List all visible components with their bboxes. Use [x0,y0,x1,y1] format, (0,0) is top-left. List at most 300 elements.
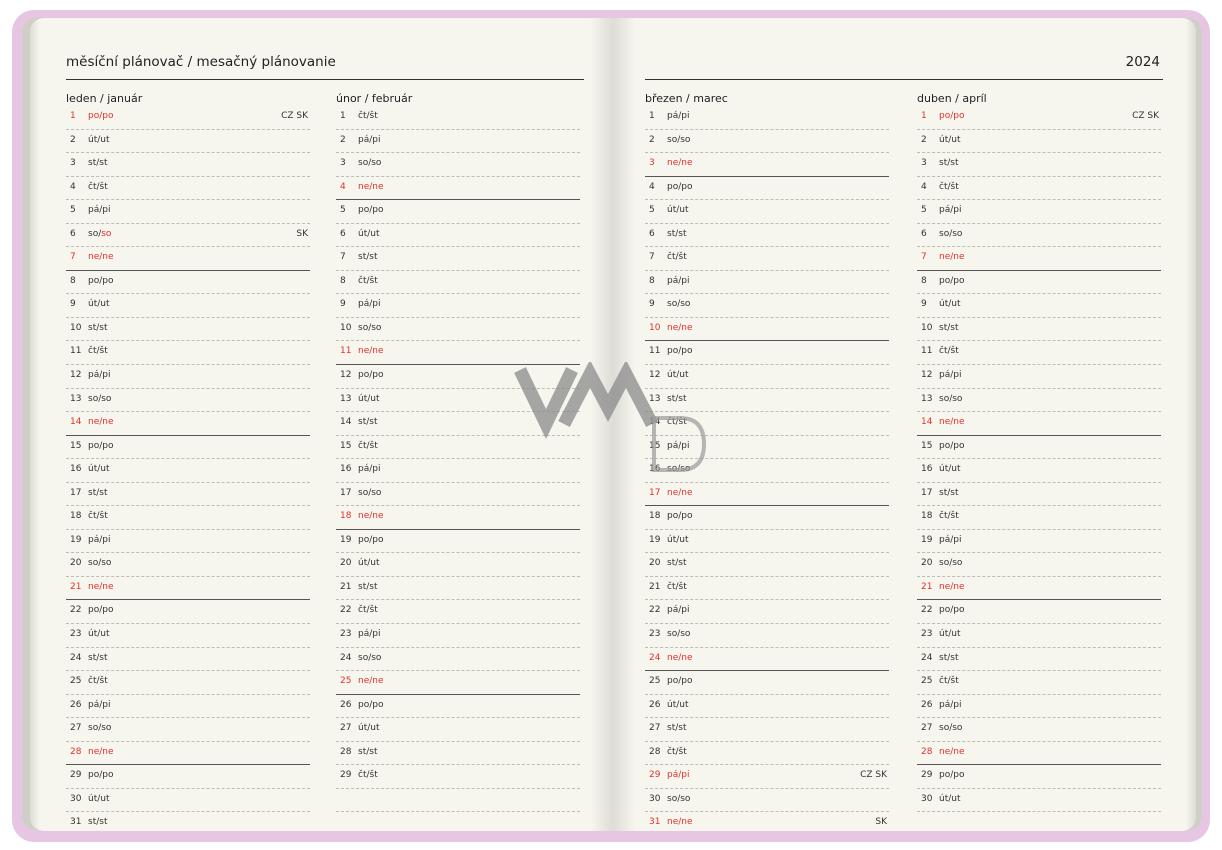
day-number: 6 [340,228,346,239]
day-row [645,553,889,577]
weekday-name [358,605,378,615]
weekday-abbrev: st/st [358,746,378,757]
day-number: 30 [921,793,933,804]
weekday-name [358,464,380,474]
weekday-abbrev: čt/št [667,417,687,428]
day-row [917,177,1161,201]
day-number: 11 [649,346,661,357]
weekday-name [939,135,961,145]
day-number: 21 [340,581,352,592]
weekday-name [939,346,959,356]
weekday-abbrev: út/ut [667,205,689,216]
weekday-abbrev: čt/št [88,181,108,192]
weekday-name [88,653,107,663]
day-number: 16 [649,464,661,475]
weekday-name [667,629,690,639]
day-row [66,153,310,177]
day-row [66,695,310,719]
day-row [645,577,889,601]
day-number: 16 [340,464,352,475]
day-row [66,742,310,766]
day-row [645,789,889,813]
day-row [336,812,580,831]
weekday-name [358,700,383,710]
weekday-name [358,394,380,404]
weekday-abbrev: po/po [88,605,114,616]
weekday-name [88,700,110,710]
day-number: 16 [70,464,82,475]
holiday-marker: SK [296,228,308,239]
day-number: 27 [649,723,661,734]
weekday-abbrev: ne/ne [358,181,384,192]
day-number: 3 [70,158,76,169]
weekday-name [667,817,693,827]
day-number: 24 [70,652,82,663]
day-number: 6 [70,228,76,239]
weekday-abbrev: st/st [939,322,959,333]
weekday-name [358,252,377,262]
weekday-abbrev: ne/ne [939,417,965,428]
day-number: 18 [70,511,82,522]
weekday-name [88,629,110,639]
weekday-abbrev: po/po [939,605,965,616]
weekday-name [358,346,384,356]
weekday-abbrev: so/so [939,393,963,404]
day-row [917,765,1161,789]
weekday-abbrev: pá/pi [667,440,690,451]
weekday-name [358,723,380,733]
day-number: 18 [649,511,661,522]
weekday-abbrev: ne/ne [667,158,693,169]
day-row [336,742,580,766]
day-row [917,459,1161,483]
weekday-name [358,629,380,639]
day-number: 26 [70,699,82,710]
weekday-name [358,747,377,757]
day-number: 6 [921,228,927,239]
day-number: 20 [340,558,352,569]
weekday-abbrev: čt/št [667,252,687,263]
weekday-abbrev: po/po [667,181,693,192]
day-row [917,648,1161,672]
day-number: 28 [649,746,661,757]
day-number: 5 [649,205,655,216]
day-row [645,695,889,719]
weekday-name [88,205,110,215]
weekday-abbrev: pá/pi [358,134,381,145]
day-number: 28 [70,746,82,757]
day-number: 7 [340,252,346,263]
day-row [66,506,310,530]
weekday-abbrev: so/so [358,487,382,498]
weekday-abbrev: čt/št [667,746,687,757]
weekday-abbrev: út/ut [358,723,380,734]
day-number: 11 [921,346,933,357]
weekday-name [88,723,111,733]
day-list [917,106,1161,831]
day-row [917,153,1161,177]
day-row [66,200,310,224]
day-number: 1 [340,111,346,121]
day-number: 28 [340,746,352,757]
weekday-name [358,323,381,333]
day-number: 5 [70,205,76,216]
day-number: 10 [340,322,352,333]
weekday-name [88,276,113,286]
weekday-abbrev: po/po [358,699,384,710]
day-row [66,648,310,672]
weekday-abbrev: pá/pi [88,534,111,545]
weekday-abbrev-sk: so [101,228,112,239]
weekday-name [88,346,108,356]
day-row [917,389,1161,413]
day-row [336,153,580,177]
day-number: 21 [70,581,82,592]
day-number: 22 [70,605,82,616]
weekday-abbrev: po/po [939,770,965,781]
day-number: 16 [921,464,933,475]
day-row [336,789,580,813]
weekday-abbrev: út/ut [88,464,110,475]
weekday-name [358,511,384,521]
weekday-abbrev: čt/št [939,181,959,192]
day-row [66,318,310,342]
weekday-abbrev: pá/pi [939,699,962,710]
day-number: 20 [921,558,933,569]
weekday-name [88,817,107,827]
weekday-name [88,370,110,380]
day-row [917,577,1161,601]
day-row [66,459,310,483]
day-number: 21 [649,581,661,592]
weekday-abbrev: út/ut [939,299,961,310]
weekday-abbrev: st/st [667,723,687,734]
weekday-name [667,794,690,804]
day-row [336,506,580,530]
day-number: 12 [340,370,352,381]
weekday-name [667,770,689,780]
day-row [917,271,1161,295]
weekday-abbrev: út/ut [358,228,380,239]
weekday-abbrev: út/ut [939,629,961,640]
weekday-name [88,794,110,804]
day-number: 24 [921,652,933,663]
day-number: 1 [649,111,655,121]
day-number: 26 [649,699,661,710]
day-number: 10 [70,322,82,333]
weekday-name [88,299,110,309]
weekday-name [939,629,961,639]
weekday-abbrev: čt/št [358,440,378,451]
day-row [917,812,1161,831]
weekday-name [358,229,380,239]
day-number: 7 [70,252,76,263]
holiday-marker: SK [875,817,887,828]
day-row [917,506,1161,530]
day-number: 2 [340,134,346,145]
weekday-abbrev: pá/pi [667,770,690,781]
day-row [336,648,580,672]
day-row [917,624,1161,648]
day-row [66,224,310,248]
day-number: 25 [649,676,661,687]
weekday-name [667,653,693,663]
weekday-abbrev: st/st [939,158,959,169]
weekday-abbrev: čt/št [358,605,378,616]
weekday-name [358,676,384,686]
weekday-name [667,535,689,545]
weekday-name [667,723,686,733]
weekday-abbrev: ne/ne [667,652,693,663]
weekday-abbrev: ne/ne [667,322,693,333]
month-column [917,91,1161,831]
weekday-name [939,676,959,686]
holiday-marker: CZ SK [1132,111,1159,121]
day-number: 28 [921,746,933,757]
weekday-abbrev: čt/št [88,511,108,522]
day-row [645,530,889,554]
weekday-abbrev: út/ut [358,393,380,404]
day-row [917,671,1161,695]
weekday-name [88,464,110,474]
day-row [66,718,310,742]
weekday-name [667,558,686,568]
weekday-name [88,417,114,427]
weekday-name [939,535,961,545]
weekday-abbrev: po/po [939,275,965,286]
day-row [336,200,580,224]
day-row [336,318,580,342]
weekday-abbrev: po/po [88,440,114,451]
weekday-abbrev: st/st [939,487,959,498]
day-number: 11 [340,346,352,357]
day-row [645,153,889,177]
weekday-name [939,723,962,733]
weekday-abbrev: pá/pi [667,111,690,121]
day-number: 1 [70,111,76,121]
page-edge [1186,18,1196,831]
month-column [66,91,310,831]
month-name: duben / apríl [917,92,987,105]
weekday-name [358,135,380,145]
weekday-abbrev: st/st [88,322,108,333]
weekday-abbrev: út/ut [667,370,689,381]
day-number: 12 [921,370,933,381]
day-row [66,389,310,413]
weekday-abbrev: út/ut [667,534,689,545]
weekday-abbrev: po/po [667,676,693,687]
weekday-name [358,488,381,498]
day-number: 10 [649,322,661,333]
day-row [66,600,310,624]
day-row [917,483,1161,507]
day-number: 9 [340,299,346,310]
weekday-name [88,511,108,521]
weekday-name [358,205,383,215]
day-number: 19 [921,534,933,545]
page-edge [30,18,40,831]
weekday-abbrev: so/ [88,228,102,239]
day-number: 4 [649,181,655,192]
weekday-name [939,299,961,309]
weekday-name [667,346,692,356]
day-number: 2 [649,134,655,145]
weekday-abbrev: pá/pi [939,534,962,545]
day-number: 18 [921,511,933,522]
weekday-name [88,605,113,615]
day-number: 14 [921,417,933,428]
weekday-name [667,111,689,121]
weekday-abbrev: út/ut [88,134,110,145]
day-row [336,483,580,507]
day-row [336,530,580,554]
day-row [645,200,889,224]
day-number: 25 [921,676,933,687]
weekday-abbrev: čt/št [88,676,108,687]
weekday-name [667,747,687,757]
day-row [645,318,889,342]
weekday-name [667,276,689,286]
day-number: 19 [340,534,352,545]
day-number: 23 [921,629,933,640]
day-number: 29 [649,770,661,781]
day-number: 8 [70,275,76,286]
day-row [336,718,580,742]
weekday-abbrev: po/po [88,770,114,781]
weekday-name [939,229,962,239]
weekday-abbrev: po/po [939,111,965,121]
weekday-abbrev: po/po [88,275,114,286]
weekday-name [667,676,692,686]
day-row [645,506,889,530]
day-number: 26 [340,699,352,710]
day-row [645,624,889,648]
weekday-abbrev: út/ut [358,558,380,569]
day-number: 18 [340,511,352,522]
weekday-name [939,182,959,192]
day-number: 22 [340,605,352,616]
day-number: 19 [70,534,82,545]
day-number: 12 [70,370,82,381]
day-row [917,130,1161,154]
weekday-name [88,135,110,145]
day-number: 26 [921,699,933,710]
holiday-marker: CZ SK [281,111,308,121]
weekday-abbrev: út/ut [939,464,961,475]
day-number: 4 [70,181,76,192]
day-number: 14 [340,417,352,428]
weekday-abbrev: čt/št [88,346,108,357]
weekday-name [667,582,687,592]
weekday-name [358,111,378,121]
weekday-name [88,488,107,498]
day-number: 5 [921,205,927,216]
day-row [917,224,1161,248]
weekday-abbrev: čt/št [939,511,959,522]
weekday-abbrev: st/st [358,252,378,263]
day-row [66,130,310,154]
day-row [336,294,580,318]
day-row [66,765,310,789]
day-number: 13 [340,393,352,404]
title-rule [66,79,584,80]
weekday-abbrev: so/so [88,558,112,569]
weekday-abbrev: ne/ne [88,746,114,757]
day-row [336,600,580,624]
weekday-abbrev: so/so [939,723,963,734]
day-row [645,247,889,271]
weekday-abbrev: po/po [358,370,384,381]
day-row [645,130,889,154]
weekday-abbrev: st/st [667,228,687,239]
weekday-abbrev: po/po [667,346,693,357]
day-number: 5 [340,205,346,216]
day-number: 2 [921,134,927,145]
weekday-abbrev: st/st [358,417,378,428]
day-row [645,718,889,742]
day-row [66,671,310,695]
weekday-name [939,394,962,404]
day-row [917,318,1161,342]
day-number: 7 [649,252,655,263]
day-row [336,624,580,648]
weekday-name [667,700,689,710]
weekday-name [939,747,965,757]
day-number: 29 [921,770,933,781]
weekday-abbrev: ne/ne [88,417,114,428]
weekday-name [358,582,377,592]
day-row [66,577,310,601]
weekday-abbrev: pá/pi [358,464,381,475]
weekday-abbrev: ne/ne [88,252,114,263]
weekday-name [667,182,692,192]
weekday-name [358,417,377,427]
weekday-abbrev: so/so [88,393,112,404]
weekday-abbrev: čt/št [358,275,378,286]
weekday-name [88,747,114,757]
day-row [917,718,1161,742]
weekday-abbrev: st/st [88,487,108,498]
day-row [336,247,580,271]
day-row [917,294,1161,318]
day-row [66,106,310,130]
day-row [66,789,310,813]
day-number: 3 [921,158,927,169]
day-row [66,177,310,201]
day-row [917,106,1161,130]
month-name: únor / február [336,92,413,105]
weekday-name [939,323,958,333]
weekday-name [939,582,965,592]
month-name: březen / marec [645,92,728,105]
day-row [917,365,1161,389]
day-number: 3 [340,158,346,169]
day-row [66,271,310,295]
weekday-abbrev: ne/ne [939,581,965,592]
weekday-name [667,488,693,498]
weekday-name [358,276,378,286]
day-row [66,436,310,460]
weekday-abbrev: so/so [358,158,382,169]
day-row [336,671,580,695]
day-number: 13 [921,393,933,404]
weekday-abbrev: po/po [358,534,384,545]
weekday-abbrev: út/ut [939,134,961,145]
weekday-abbrev: pá/pi [88,205,111,216]
weekday-abbrev: so/so [667,134,691,145]
weekday-abbrev: ne/ne [939,252,965,263]
weekday-abbrev: čt/št [358,111,378,121]
